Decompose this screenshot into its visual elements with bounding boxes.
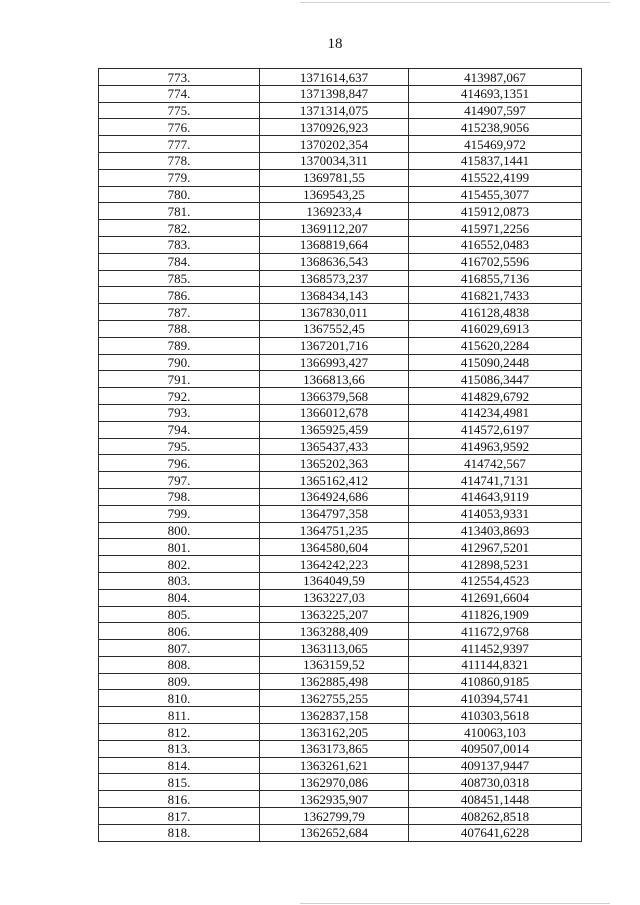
x-coordinate-cell: 1363159,52 <box>260 656 409 673</box>
x-coordinate-cell: 1365925,459 <box>260 421 409 438</box>
table-row <box>99 522 582 539</box>
y-coordinate-cell: 412691,6604 <box>409 589 582 606</box>
x-coordinate-cell: 1369781,55 <box>260 169 409 186</box>
y-coordinate-cell: 415086,3447 <box>409 371 582 388</box>
y-coordinate-cell: 414829,6792 <box>409 388 582 405</box>
table-row <box>99 673 582 690</box>
y-coordinate-cell: 410063,103 <box>409 724 582 741</box>
y-coordinate-cell: 412967,5201 <box>409 539 582 556</box>
x-coordinate-cell: 1371398,847 <box>260 85 409 102</box>
table-row <box>99 623 582 640</box>
point-number-cell: 795. <box>99 438 260 455</box>
point-number-cell: 790. <box>99 354 260 371</box>
y-coordinate-cell: 415912,0873 <box>409 203 582 220</box>
table-row <box>99 707 582 724</box>
y-coordinate-cell: 411826,1909 <box>409 606 582 623</box>
table-row <box>99 404 582 421</box>
point-number-cell: 802. <box>99 556 260 573</box>
table-row <box>99 640 582 657</box>
x-coordinate-cell: 1370926,923 <box>260 119 409 136</box>
page-number: 18 <box>327 36 343 52</box>
point-number-cell: 800. <box>99 522 260 539</box>
point-number-cell: 796. <box>99 455 260 472</box>
x-coordinate-cell: 1362885,498 <box>260 673 409 690</box>
table-row <box>99 791 582 808</box>
y-coordinate-cell: 407641,6228 <box>409 824 582 841</box>
coordinates-table-body <box>99 69 582 842</box>
x-coordinate-cell: 1363173,865 <box>260 740 409 757</box>
table-row <box>99 186 582 203</box>
y-coordinate-cell: 415469,972 <box>409 136 582 153</box>
table-row <box>99 421 582 438</box>
point-number-cell: 809. <box>99 673 260 690</box>
point-number-cell: 814. <box>99 757 260 774</box>
table-row <box>99 556 582 573</box>
y-coordinate-cell: 416821,7433 <box>409 287 582 304</box>
x-coordinate-cell: 1362970,086 <box>260 774 409 791</box>
table-row <box>99 152 582 169</box>
table-row <box>99 572 582 589</box>
y-coordinate-cell: 416029,6913 <box>409 320 582 337</box>
point-number-cell: 784. <box>99 253 260 270</box>
x-coordinate-cell: 1364751,235 <box>260 522 409 539</box>
table-row <box>99 136 582 153</box>
x-coordinate-cell: 1363225,207 <box>260 606 409 623</box>
y-coordinate-cell: 416552,0483 <box>409 236 582 253</box>
point-number-cell: 812. <box>99 724 260 741</box>
x-coordinate-cell: 1369112,207 <box>260 220 409 237</box>
x-coordinate-cell: 1367552,45 <box>260 320 409 337</box>
y-coordinate-cell: 409137,9447 <box>409 757 582 774</box>
x-coordinate-cell: 1365162,412 <box>260 472 409 489</box>
x-coordinate-cell: 1363261,621 <box>260 757 409 774</box>
y-coordinate-cell: 414963,9592 <box>409 438 582 455</box>
y-coordinate-cell: 414643,9119 <box>409 488 582 505</box>
point-number-cell: 778. <box>99 152 260 169</box>
x-coordinate-cell: 1363113,065 <box>260 640 409 657</box>
y-coordinate-cell: 413403,8693 <box>409 522 582 539</box>
point-number-cell: 815. <box>99 774 260 791</box>
y-coordinate-cell: 413987,067 <box>409 69 582 86</box>
table-row <box>99 539 582 556</box>
point-number-cell: 793. <box>99 404 260 421</box>
x-coordinate-cell: 1368434,143 <box>260 287 409 304</box>
point-number-cell: 789. <box>99 337 260 354</box>
table-row <box>99 337 582 354</box>
y-coordinate-cell: 410860,9185 <box>409 673 582 690</box>
table-row <box>99 774 582 791</box>
y-coordinate-cell: 408451,1448 <box>409 791 582 808</box>
y-coordinate-cell: 416855,7136 <box>409 270 582 287</box>
y-coordinate-cell: 412554,4523 <box>409 572 582 589</box>
table-row <box>99 589 582 606</box>
point-number-cell: 777. <box>99 136 260 153</box>
table-row <box>99 354 582 371</box>
x-coordinate-cell: 1368636,543 <box>260 253 409 270</box>
table-row <box>99 505 582 522</box>
point-number-cell: 786. <box>99 287 260 304</box>
x-coordinate-cell: 1367201,716 <box>260 337 409 354</box>
bottom-scan-edge-line <box>300 903 610 904</box>
table-row <box>99 102 582 119</box>
x-coordinate-cell: 1364797,358 <box>260 505 409 522</box>
y-coordinate-cell: 415455,3077 <box>409 186 582 203</box>
x-coordinate-cell: 1371314,075 <box>260 102 409 119</box>
x-coordinate-cell: 1367830,011 <box>260 304 409 321</box>
point-number-cell: 811. <box>99 707 260 724</box>
x-coordinate-cell: 1366993,427 <box>260 354 409 371</box>
x-coordinate-cell: 1364242,223 <box>260 556 409 573</box>
point-number-cell: 813. <box>99 740 260 757</box>
table-row <box>99 824 582 841</box>
table-row <box>99 270 582 287</box>
y-coordinate-cell: 415837,1441 <box>409 152 582 169</box>
table-row <box>99 69 582 86</box>
table-row <box>99 236 582 253</box>
table-row <box>99 740 582 757</box>
x-coordinate-cell: 1371614,637 <box>260 69 409 86</box>
y-coordinate-cell: 410303,5618 <box>409 707 582 724</box>
table-row <box>99 320 582 337</box>
table-row <box>99 253 582 270</box>
point-number-cell: 803. <box>99 572 260 589</box>
table-row <box>99 438 582 455</box>
y-coordinate-cell: 412898,5231 <box>409 556 582 573</box>
point-number-cell: 818. <box>99 824 260 841</box>
x-coordinate-cell: 1362837,158 <box>260 707 409 724</box>
table-row <box>99 119 582 136</box>
y-coordinate-cell: 415090,2448 <box>409 354 582 371</box>
point-number-cell: 782. <box>99 220 260 237</box>
table-row <box>99 690 582 707</box>
x-coordinate-cell: 1370034,311 <box>260 152 409 169</box>
table-row <box>99 220 582 237</box>
table-row <box>99 808 582 825</box>
x-coordinate-cell: 1363288,409 <box>260 623 409 640</box>
point-number-cell: 817. <box>99 808 260 825</box>
table-row <box>99 472 582 489</box>
x-coordinate-cell: 1366012,678 <box>260 404 409 421</box>
y-coordinate-cell: 411144,8321 <box>409 656 582 673</box>
point-number-cell: 810. <box>99 690 260 707</box>
y-coordinate-cell: 415971,2256 <box>409 220 582 237</box>
y-coordinate-cell: 411452,9397 <box>409 640 582 657</box>
table-row <box>99 388 582 405</box>
point-number-cell: 791. <box>99 371 260 388</box>
table-row <box>99 656 582 673</box>
y-coordinate-cell: 416128,4838 <box>409 304 582 321</box>
point-number-cell: 804. <box>99 589 260 606</box>
x-coordinate-cell: 1362935,907 <box>260 791 409 808</box>
x-coordinate-cell: 1366379,568 <box>260 388 409 405</box>
point-number-cell: 775. <box>99 102 260 119</box>
x-coordinate-cell: 1364924,686 <box>260 488 409 505</box>
x-coordinate-cell: 1370202,354 <box>260 136 409 153</box>
point-number-cell: 783. <box>99 236 260 253</box>
table-row <box>99 606 582 623</box>
coordinates-table <box>98 68 582 842</box>
y-coordinate-cell: 414572,6197 <box>409 421 582 438</box>
x-coordinate-cell: 1368819,664 <box>260 236 409 253</box>
point-number-cell: 781. <box>99 203 260 220</box>
y-coordinate-cell: 414741,7131 <box>409 472 582 489</box>
y-coordinate-cell: 408262,8518 <box>409 808 582 825</box>
x-coordinate-cell: 1365437,433 <box>260 438 409 455</box>
point-number-cell: 797. <box>99 472 260 489</box>
x-coordinate-cell: 1369233,4 <box>260 203 409 220</box>
y-coordinate-cell: 415620,2284 <box>409 337 582 354</box>
point-number-cell: 805. <box>99 606 260 623</box>
x-coordinate-cell: 1364580,604 <box>260 539 409 556</box>
table-row <box>99 724 582 741</box>
point-number-cell: 806. <box>99 623 260 640</box>
point-number-cell: 787. <box>99 304 260 321</box>
x-coordinate-cell: 1368573,237 <box>260 270 409 287</box>
point-number-cell: 780. <box>99 186 260 203</box>
x-coordinate-cell: 1363162,205 <box>260 724 409 741</box>
table-row <box>99 203 582 220</box>
x-coordinate-cell: 1366813,66 <box>260 371 409 388</box>
point-number-cell: 773. <box>99 69 260 86</box>
y-coordinate-cell: 415238,9056 <box>409 119 582 136</box>
point-number-cell: 816. <box>99 791 260 808</box>
x-coordinate-cell: 1363227,03 <box>260 589 409 606</box>
y-coordinate-cell: 414742,567 <box>409 455 582 472</box>
top-scan-edge-line <box>300 2 610 3</box>
point-number-cell: 792. <box>99 388 260 405</box>
point-number-cell: 794. <box>99 421 260 438</box>
point-number-cell: 801. <box>99 539 260 556</box>
point-number-cell: 776. <box>99 119 260 136</box>
table-row <box>99 757 582 774</box>
point-number-cell: 774. <box>99 85 260 102</box>
y-coordinate-cell: 414907,597 <box>409 102 582 119</box>
point-number-cell: 779. <box>99 169 260 186</box>
table-row <box>99 287 582 304</box>
x-coordinate-cell: 1365202,363 <box>260 455 409 472</box>
y-coordinate-cell: 414234,4981 <box>409 404 582 421</box>
point-number-cell: 808. <box>99 656 260 673</box>
table-row <box>99 169 582 186</box>
y-coordinate-cell: 409507,0014 <box>409 740 582 757</box>
point-number-cell: 807. <box>99 640 260 657</box>
table-row <box>99 304 582 321</box>
y-coordinate-cell: 408730,0318 <box>409 774 582 791</box>
y-coordinate-cell: 410394,5741 <box>409 690 582 707</box>
y-coordinate-cell: 414053,9331 <box>409 505 582 522</box>
x-coordinate-cell: 1362652,684 <box>260 824 409 841</box>
x-coordinate-cell: 1364049,59 <box>260 572 409 589</box>
point-number-cell: 798. <box>99 488 260 505</box>
point-number-cell: 799. <box>99 505 260 522</box>
x-coordinate-cell: 1362799,79 <box>260 808 409 825</box>
table-row <box>99 85 582 102</box>
y-coordinate-cell: 416702,5596 <box>409 253 582 270</box>
x-coordinate-cell: 1369543,25 <box>260 186 409 203</box>
y-coordinate-cell: 415522,4199 <box>409 169 582 186</box>
point-number-cell: 788. <box>99 320 260 337</box>
point-number-cell: 785. <box>99 270 260 287</box>
table-row <box>99 371 582 388</box>
y-coordinate-cell: 414693,1351 <box>409 85 582 102</box>
table-row <box>99 455 582 472</box>
x-coordinate-cell: 1362755,255 <box>260 690 409 707</box>
y-coordinate-cell: 411672,9768 <box>409 623 582 640</box>
table-row <box>99 488 582 505</box>
